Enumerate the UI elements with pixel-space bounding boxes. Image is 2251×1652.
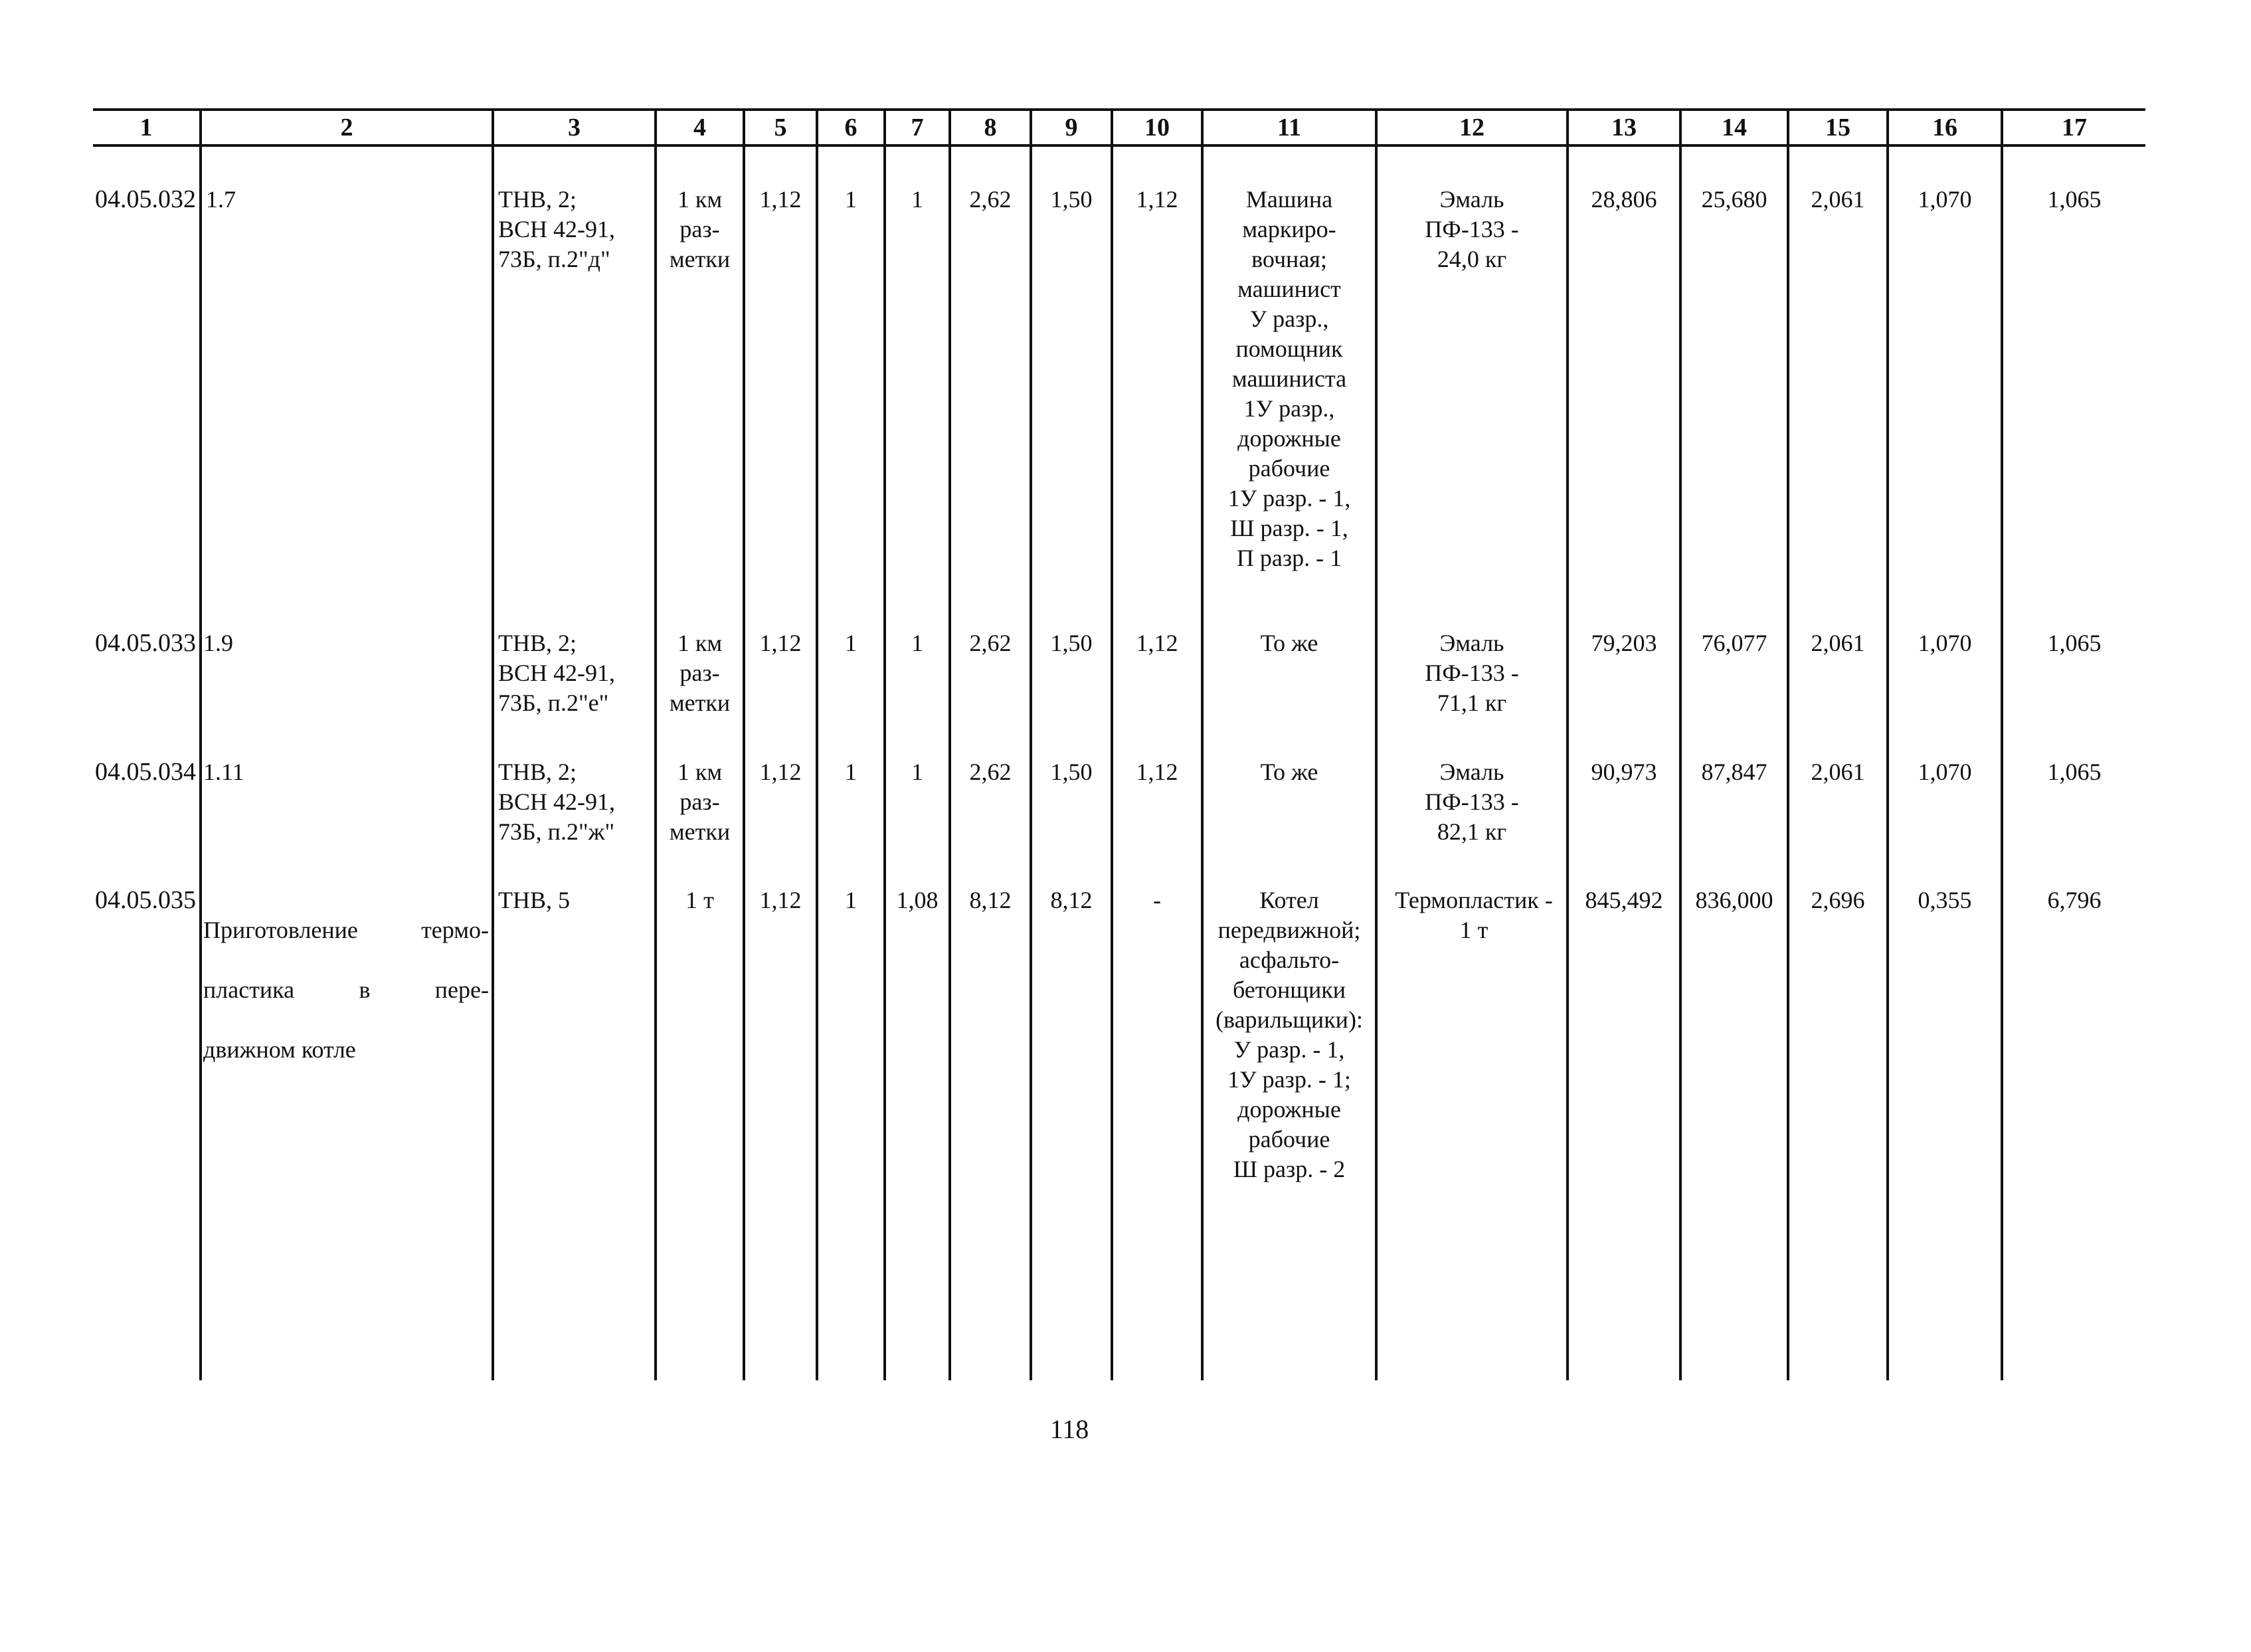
row-unit: 1 т bbox=[685, 887, 714, 913]
col-sep-9 bbox=[1111, 108, 1113, 1380]
row-col15: 2,061 bbox=[1811, 186, 1865, 213]
row-col7: 1 bbox=[911, 759, 923, 785]
row-col16: 1,070 bbox=[1918, 759, 1972, 785]
row-machines: То же bbox=[1260, 759, 1318, 785]
row-col13: 79,203 bbox=[1591, 630, 1657, 656]
row-col17: 1,065 bbox=[2047, 630, 2102, 656]
row-col7: 1 bbox=[911, 186, 923, 213]
col-sep-14 bbox=[1787, 108, 1789, 1380]
row-col9: 1,50 bbox=[1050, 759, 1093, 785]
row-machines: Машина маркиро- вочная; машинист У разр., помощник машиниста 1У разр., дорожные рабочие 1У разр. - 1, Ш разр. - 1, П разр. - 1 bbox=[1227, 186, 1351, 571]
row-col14: 836,000 bbox=[1695, 887, 1773, 913]
row-col8: 2,62 bbox=[969, 630, 1012, 656]
col-sep-5 bbox=[816, 108, 818, 1380]
row-basis: ТНВ, 2; ВСН 42-91, 73Б, п.2"е" bbox=[498, 630, 616, 716]
row-materials: Термопластик - 1 т bbox=[1395, 887, 1553, 943]
row-col5: 1,12 bbox=[759, 630, 802, 656]
row-col17: 1,065 bbox=[2047, 186, 2102, 213]
row-name: 1.7 bbox=[206, 186, 236, 213]
row-col17: 1,065 bbox=[2047, 759, 2102, 785]
page-number: 118 bbox=[1049, 1414, 1089, 1444]
col-sep-7 bbox=[948, 108, 951, 1380]
row-name-line: Приготовление термо- bbox=[203, 917, 489, 943]
row-col10: 1,12 bbox=[1136, 186, 1178, 213]
row-col10: 1,12 bbox=[1136, 759, 1178, 785]
col-header-13: 13 bbox=[1611, 114, 1637, 141]
row-col8: 8,12 bbox=[969, 887, 1012, 913]
col-header-14: 14 bbox=[1722, 114, 1747, 141]
row-basis: ТНВ, 2; ВСН 42-91, 73Б, п.2"ж" bbox=[498, 759, 616, 845]
col-header-9: 9 bbox=[1065, 114, 1078, 141]
col-sep-8 bbox=[1030, 108, 1032, 1380]
row-name-line: движном котле bbox=[203, 1036, 356, 1063]
row-col14: 25,680 bbox=[1701, 186, 1767, 213]
col-header-16: 16 bbox=[1932, 114, 1957, 141]
col-header-2: 2 bbox=[340, 114, 353, 141]
row-col15: 2,061 bbox=[1811, 630, 1865, 656]
col-header-17: 17 bbox=[2062, 114, 2087, 141]
row-col16: 0,355 bbox=[1918, 887, 1972, 913]
row-code: 04.05.034 bbox=[95, 758, 196, 786]
row-unit: 1 км раз- метки bbox=[669, 630, 731, 716]
row-col7: 1,08 bbox=[896, 887, 939, 913]
row-materials: Эмаль ПФ-133 - 71,1 кг bbox=[1425, 630, 1519, 716]
col-header-11: 11 bbox=[1277, 114, 1301, 141]
row-col7: 1 bbox=[911, 630, 923, 656]
row-col15: 2,696 bbox=[1811, 887, 1865, 913]
row-col5: 1,12 bbox=[759, 887, 802, 913]
row-name: 1.11 bbox=[203, 759, 244, 785]
col-header-8: 8 bbox=[984, 114, 997, 141]
row-col5: 1,12 bbox=[759, 186, 802, 213]
row-col9: 1,50 bbox=[1050, 186, 1093, 213]
col-header-6: 6 bbox=[844, 114, 857, 141]
col-sep-15 bbox=[1886, 108, 1889, 1380]
row-unit: 1 км раз- метки bbox=[669, 759, 731, 845]
row-col6: 1 bbox=[845, 759, 857, 785]
col-header-12: 12 bbox=[1459, 114, 1485, 141]
row-col8: 2,62 bbox=[969, 186, 1012, 213]
col-sep-11 bbox=[1375, 108, 1378, 1380]
row-unit: 1 км раз- метки bbox=[669, 186, 731, 272]
row-code: 04.05.035 bbox=[95, 886, 196, 914]
row-col13: 28,806 bbox=[1591, 186, 1657, 213]
col-sep-4 bbox=[743, 108, 745, 1380]
col-header-10: 10 bbox=[1144, 114, 1170, 141]
col-sep-3 bbox=[654, 108, 657, 1380]
row-machines: Котел передвижной; асфальто- бетонщики (варильщики): У разр. - 1, 1У разр. - 1; дорожные рабочие Ш разр. - 2 bbox=[1216, 887, 1363, 1182]
col-sep-16 bbox=[2001, 108, 2003, 1380]
row-col14: 76,077 bbox=[1701, 630, 1767, 656]
row-col8: 2,62 bbox=[969, 759, 1012, 785]
row-col6: 1 bbox=[845, 186, 857, 213]
row-materials: Эмаль ПФ-133 - 82,1 кг bbox=[1425, 759, 1519, 845]
row-col6: 1 bbox=[845, 887, 857, 913]
row-code: 04.05.033 bbox=[95, 629, 196, 657]
row-col10: 1,12 bbox=[1136, 630, 1178, 656]
row-basis: ТНВ, 2; ВСН 42-91, 73Б, п.2"д" bbox=[498, 186, 616, 272]
row-col15: 2,061 bbox=[1811, 759, 1865, 785]
col-sep-2 bbox=[492, 108, 494, 1380]
col-header-5: 5 bbox=[774, 114, 787, 141]
row-name-line: пластика в пере- bbox=[203, 976, 489, 1003]
row-col13: 845,492 bbox=[1585, 887, 1663, 913]
row-materials: Эмаль ПФ-133 - 24,0 кг bbox=[1425, 186, 1519, 272]
row-col14: 87,847 bbox=[1701, 759, 1767, 785]
col-sep-1 bbox=[199, 108, 202, 1380]
col-header-4: 4 bbox=[693, 114, 706, 141]
col-header-7: 7 bbox=[911, 114, 924, 141]
col-sep-12 bbox=[1566, 108, 1569, 1380]
row-col9: 8,12 bbox=[1050, 887, 1093, 913]
row-machines: То же bbox=[1260, 630, 1318, 656]
row-col5: 1,12 bbox=[759, 759, 802, 785]
row-code: 04.05.032 bbox=[95, 185, 196, 213]
row-col13: 90,973 bbox=[1591, 759, 1657, 785]
col-header-1: 1 bbox=[139, 114, 153, 141]
col-header-15: 15 bbox=[1825, 114, 1850, 141]
row-col16: 1,070 bbox=[1918, 186, 1972, 213]
row-name: 1.9 bbox=[203, 630, 233, 656]
row-col6: 1 bbox=[845, 630, 857, 656]
row-col10: - bbox=[1153, 887, 1161, 913]
row-col17: 6,796 bbox=[2047, 887, 2102, 913]
col-sep-6 bbox=[883, 108, 886, 1380]
col-header-3: 3 bbox=[568, 114, 581, 141]
row-name bbox=[203, 885, 489, 1095]
row-col9: 1,50 bbox=[1050, 630, 1093, 656]
row-col16: 1,070 bbox=[1918, 630, 1972, 656]
col-sep-13 bbox=[1679, 108, 1682, 1380]
row-basis: ТНВ, 5 bbox=[498, 887, 570, 913]
